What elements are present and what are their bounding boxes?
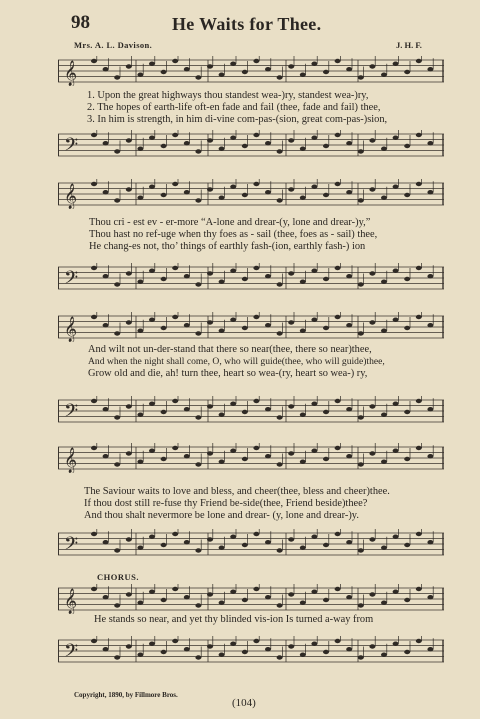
lyric-line: The Saviour waits to love and bless, and cheer(thee, bless and cheer)thee. — [84, 486, 390, 497]
staff-lines — [58, 312, 444, 342]
bass-staff — [58, 396, 444, 426]
author-credit: Mrs. A. L. Davison. — [74, 40, 153, 50]
treble-staff — [58, 312, 444, 342]
svg-text:𝄞: 𝄞 — [64, 61, 78, 86]
lyric-line: 2. The hopes of earth-life oft-en fade and fail (thee, fade and fail) thee, — [87, 102, 381, 113]
music-system — [58, 578, 444, 690]
lyric-line: 3. In him is strength, in him di-vine com-pas-(sion, great com-pas-)sion, — [87, 114, 388, 125]
staff-lines — [58, 396, 444, 426]
music-system — [58, 173, 444, 298]
staff-lines — [58, 56, 444, 86]
music-system — [58, 52, 444, 162]
bass-staff — [58, 636, 444, 666]
lyric-line: And when the night shall come, O, who will guide(thee, who will guide)thee, — [88, 356, 385, 367]
svg-text:𝄞: 𝄞 — [64, 317, 78, 342]
svg-text:𝄢: 𝄢 — [64, 135, 79, 160]
svg-text:𝄞: 𝄞 — [64, 448, 78, 473]
staff-lines — [58, 529, 444, 559]
bass-staff — [58, 130, 444, 160]
lyric-line: Thou hast no ref-uge when thy foes as - sail (thee, foes as - sail) thee, — [89, 229, 378, 240]
staff-lines — [58, 636, 444, 666]
staff-lines — [58, 584, 444, 614]
bass-staff — [58, 263, 444, 293]
treble-staff — [58, 179, 444, 209]
svg-text:𝄞: 𝄞 — [64, 184, 78, 209]
svg-text:𝄢: 𝄢 — [64, 401, 79, 426]
svg-text:𝄢: 𝄢 — [64, 641, 79, 666]
lyric-line: Grow old and die, ah! turn thee, heart so wea-(ry, heart so wea-) ry, — [88, 368, 368, 379]
svg-text:𝄢: 𝄢 — [64, 534, 79, 559]
music-system — [58, 437, 444, 567]
lyric-line: If thou dost still re-fuse thy Friend be-side(thee, Friend beside)thee? — [84, 498, 368, 509]
hymn-title: He Waits for Thee. — [172, 14, 322, 34]
treble-staff — [58, 56, 444, 86]
staff-lines — [58, 179, 444, 209]
composer-credit: J. H. F. — [396, 40, 422, 50]
page-number: (104) — [232, 697, 256, 709]
music-system — [58, 306, 444, 432]
lyric-line: And thou shalt nevermore be lone and drear- (y, lone and drear-)y. — [84, 510, 359, 521]
lyric-line: He chang-es not, tho’ things of earthly fash-(ion, earthly fash-) ion — [89, 241, 366, 252]
svg-text:𝄢: 𝄢 — [64, 268, 79, 293]
staff-lines — [58, 443, 444, 473]
chorus-label: CHORUS. — [97, 572, 139, 582]
treble-staff — [58, 584, 444, 614]
lyric-line: He stands so near, and yet thy blinded vis-ion Is turned a-way from — [94, 614, 374, 625]
lyric-line: 1. Upon the great highways thou standest wea-)ry, standest wea-)ry, — [87, 90, 369, 101]
staff-lines — [58, 130, 444, 160]
lyric-line: And wilt not un-der-stand that there so near(thee, there so near)thee, — [88, 344, 372, 355]
lyric-line: Thou cri - est ev - er-more “A-lone and drear-(y, lone and drear-)y,” — [89, 217, 371, 228]
copyright-notice: Copyright, 1890, by Fillmore Bros. — [74, 691, 178, 699]
staff-lines — [58, 263, 444, 293]
bass-staff — [58, 529, 444, 559]
svg-text:𝄞: 𝄞 — [64, 589, 78, 614]
treble-staff — [58, 443, 444, 473]
hymn-number: 98 — [71, 12, 90, 33]
